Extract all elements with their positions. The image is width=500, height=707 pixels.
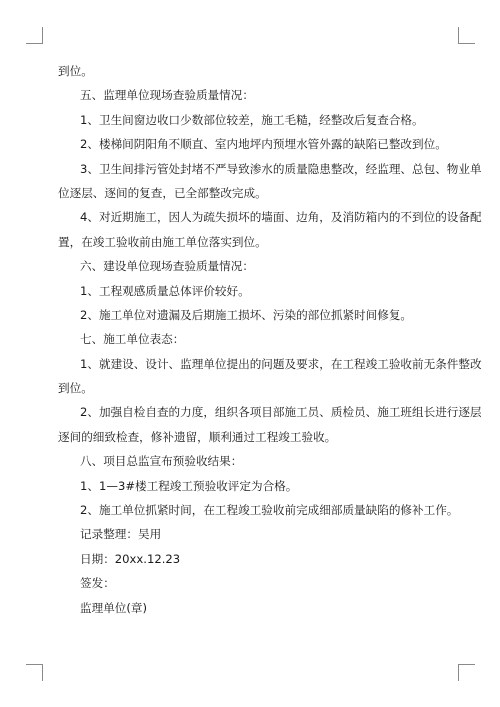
section-heading: 六、建设单位现场查验质量情况： xyxy=(80,259,254,274)
list-item: 2、楼梯间阴阳角不顺直、室内地坪内预埋水管外露的缺陷已整改到位。 xyxy=(80,137,447,152)
list-item: 1、工程观感质量总体评价较好。 xyxy=(80,283,250,298)
list-item: 1、就建设、设计、监理单位提出的问题及要求，在工程竣工验收前无条件整改 xyxy=(80,356,482,371)
section-heading: 七、施工单位表态： xyxy=(80,332,185,347)
list-item-continuation: 置，在竣工验收前由施工单位落实到位。 xyxy=(58,234,267,249)
page-corner-mark-bottom-right xyxy=(458,664,475,681)
date-line: 日期：20xx.12.23 xyxy=(80,551,181,566)
text-line: 到位。 xyxy=(58,64,93,78)
list-item-continuation: 位逐层、逐间的复查，已全部整改完成。 xyxy=(58,185,267,200)
list-item: 4、对近期施工，因人为疏失损坏的墙面、边角，及消防箱内的不到位的设备配 xyxy=(80,210,482,225)
list-item: 2、加强自检自查的力度，组织各项目部施工员、质检员、施工班组长进行逐层 xyxy=(80,405,482,420)
page-corner-mark-top-right xyxy=(458,27,475,44)
issuer-line: 签发： xyxy=(80,576,115,591)
seal-line: 监理单位(章) xyxy=(80,600,148,615)
list-item: 2、施工单位抓紧时间，在工程竣工验收前完成细部质量缺陷的修补工作。 xyxy=(80,503,459,518)
section-heading: 八、项目总监宣布预验收结果： xyxy=(80,454,243,469)
page-corner-mark-bottom-left xyxy=(26,664,43,681)
recorder-line: 记录整理：吴用 xyxy=(80,527,162,542)
section-heading: 五、监理单位现场查验质量情况： xyxy=(80,88,254,103)
list-item: 1、卫生间窗边收口少数部位较差，施工毛糙，经整改后复查合格。 xyxy=(80,112,424,127)
list-item-continuation: 到位。 xyxy=(58,381,93,396)
list-item-continuation: 逐间的细致检查，修补遗留，顺利通过工程竣工验收。 xyxy=(58,429,337,444)
list-item: 2、施工单位对遗漏及后期施工损坏、污染的部位抓紧时间修复。 xyxy=(80,307,413,322)
page-corner-mark-top-left xyxy=(26,27,43,44)
document-body xyxy=(58,59,482,620)
list-item: 3、卫生间排污管处封堵不严导致渗水的质量隐患整改，经监理、总包、物业单 xyxy=(80,161,482,176)
list-item: 1、1—3#楼工程竣工预验收评定为合格。 xyxy=(80,478,298,493)
